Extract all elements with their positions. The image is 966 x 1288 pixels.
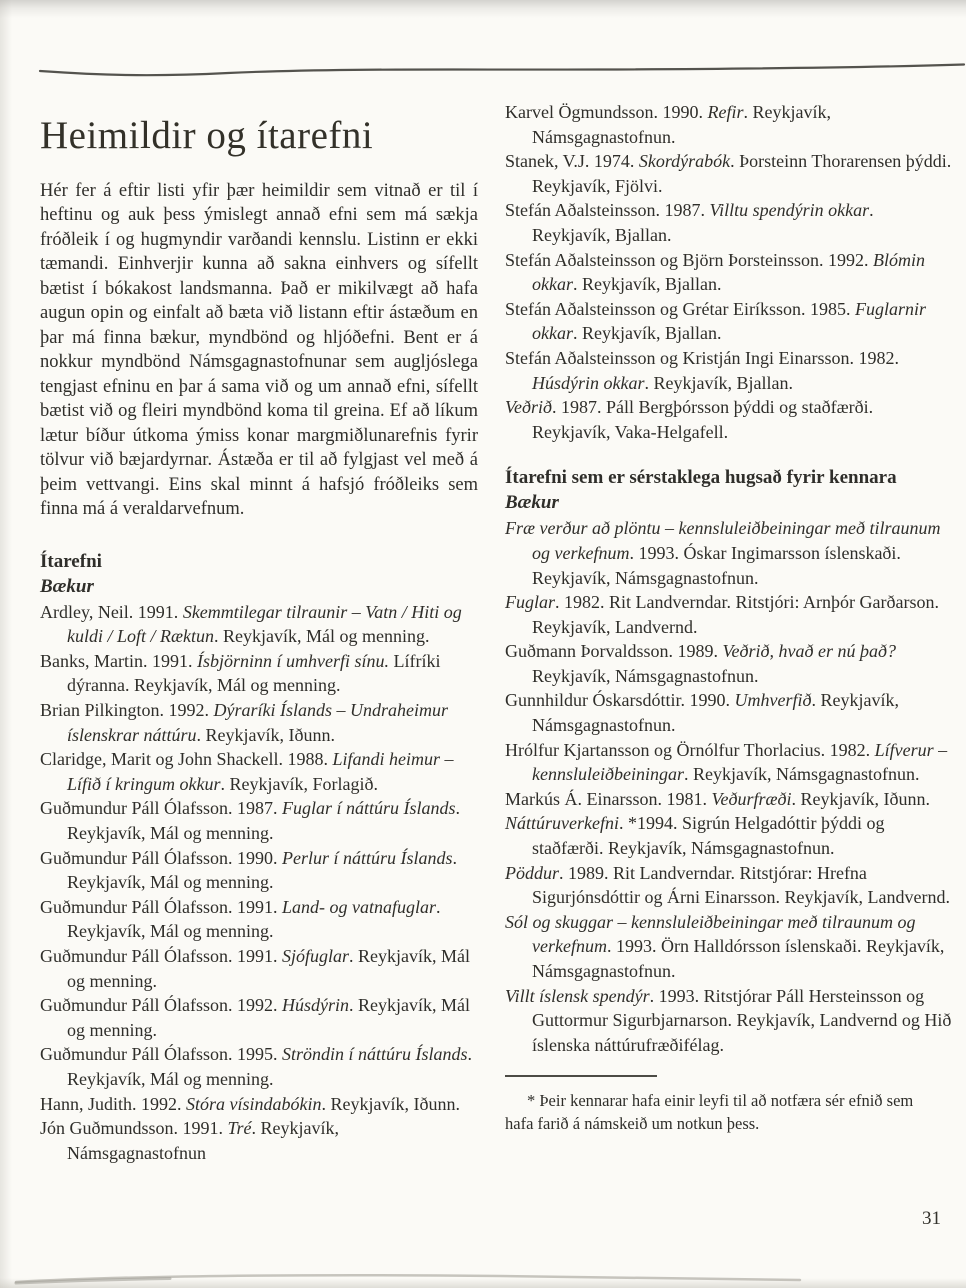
section-heading-itarefni: Ítarefni (40, 550, 102, 572)
bibliography-entry: Sól og skuggar – kennsluleiðbeiningar með tilraunum og verkefnum. 1993. Örn Halldórsson íslenskaði. Reykjavík, Námsgagnastofnun. (505, 911, 945, 981)
bibliography-entry: Claridge, Marit og John Shackell. 1988. Lifandi heimur – Lífið í kringum okkur. Reykjavík, Forlagið. (40, 749, 454, 794)
bibliography-entry: Karvel Ögmundsson. 1990. Refir. Reykjavík, Námsgagnastofnun. (505, 102, 831, 147)
bibliography-entry: Jón Guðmundsson. 1991. Tré. Reykjavík, Námsgagnastofnun (40, 1118, 340, 1163)
footnote-text (505, 1089, 929, 1135)
section-heading-kennara: Ítarefni sem er sérstaklega hugsað fyrir kennara (505, 467, 897, 489)
right-column (505, 100, 952, 1135)
bibliography-list-right-top (505, 100, 952, 444)
bibliography-list-teachers (505, 516, 952, 1057)
page-number: 31 (922, 1208, 941, 1229)
bibliography-entry: Stefán Aðalsteinsson og Kristján Ingi Einarsson. 1982. Húsdýrin okkar. Reykjavík, Bjallan. (505, 347, 899, 393)
bibliography-list-left (40, 600, 478, 1166)
bibliography-entry: Stefán Aðalsteinsson og Björn Þorsteinsson. 1992. Blómin okkar. Reykjavík, Bjallan. (505, 249, 925, 295)
bibliography-entry: Guðmundur Páll Ólafsson. 1990. Perlur í náttúru Íslands. Reykjavík, Mál og menning. (40, 847, 458, 893)
bibliography-entry: Hann, Judith. 1992. Stóra vísindabókin. Reykjavík, Iðunn. (40, 1093, 460, 1114)
footnote-body: Þeir kennarar hafa einir leyfi til að notfæra sér efnið sem hafa farið á námskeið um notkun þess. (505, 1091, 914, 1134)
bibliography-entry: Guðmundur Páll Ólafsson. 1987. Fuglar í náttúru Íslands. Reykjavík, Mál og menning. (40, 798, 461, 844)
bibliography-entry: Náttúruverkefni. *1994. Sigrún Helgadóttir þýddi og staðfærði. Reykjavík, Námsgagnastofnun. (505, 813, 885, 859)
bibliography-entry: Stefán Aðalsteinsson og Grétar Eiríksson. 1985. Fuglarnir okkar. Reykjavík, Bjallan. (505, 298, 926, 344)
footnote-marker: * (527, 1091, 536, 1111)
bibliography-entry: Stanek, V.J. 1974. Skordýrabók. Þorsteinn Thorarensen þýddi. Reykjavík, Fjölvi. (505, 151, 952, 196)
bibliography-entry: Guðmundur Páll Ólafsson. 1992. Húsdýrin. Reykjavík, Mál og menning. (40, 995, 470, 1040)
bibliography-entry: Gunnhildur Óskarsdóttir. 1990. Umhverfið. Reykjavík, Námsgagnastofnun. (505, 690, 899, 736)
top-rule (38, 58, 966, 80)
bibliography-entry: Ardley, Neil. 1991. Skemmtilegar tilraunir – Vatn / Hiti og kuldi / Loft / Ræktun. Reykjavík, Mál og menning. (40, 601, 462, 647)
bibliography-entry: Guðmundur Páll Ólafsson. 1995. Ströndin í náttúru Íslands. Reykjavík, Mál og menning. (40, 1044, 473, 1089)
subsection-heading-baekur-2: Bækur (505, 492, 559, 514)
page-title: Heimildir og ítarefni (40, 114, 374, 157)
scan-edge-top (0, 0, 966, 18)
bibliography-entry: Pöddur. 1989. Rit Landverndar. Ritstjórar: Hrefna Sigurjónsdóttir og Árni Einarsson. Reykjavík, Landvernd. (505, 862, 950, 908)
bibliography-entry: Markús Á. Einarsson. 1981. Veðurfræði. Reykjavík, Iðunn. (505, 788, 930, 809)
bibliography-entry: Fuglar. 1982. Rit Landverndar. Ritstjóri: Arnþór Garðarson. Reykjavík, Landvernd. (505, 592, 939, 637)
bibliography-entry: Guðmundur Páll Ólafsson. 1991. Sjófuglar. Reykjavík, Mál og menning. (40, 945, 470, 991)
intro-paragraph: Hér fer á eftir listi yfir þær heimildir sem vitnað er til í heftinu og auk þess ýmislegt annað efni sem má sækja fróðleik í og hugmyndir varðandi kennslu. Listinn er ekki tæmandi. Einhverjir kunna að sakna einhvers og sífellt bætist í bókakost landsmanna. Það er mikilvægt að hafa augun opin og einfalt að bæta við listann eftir ástæðum en þar má finna bækur, myndbönd og hljóðefni. Bent er á nokkur myndbönd Námsgagnastofnunar sem augljóslega tengjast efninu en þar á sama við og um annað efni, sífellt bætist við og fleiri myndbönd koma til greina. Ef að líkum lætur bíður útkoma ýmiss konar margmiðlunarefnis fyrir tölvur við bæjardyrnar. Ástæða er til að fylgjast vel með á þeim vettvangi. Eins skal minnt á hafsjó fróðleiks sem finna má á veraldarvefnum. (40, 180, 478, 520)
bibliography-entry: Hrólfur Kjartansson og Örnólfur Thorlacius. 1982. Lífverur – kennsluleiðbeiningar. Reykjavík, Námsgagnastofnun. (505, 739, 948, 785)
bibliography-entry: Fræ verður að plöntu – kennsluleiðbeiningar með tilraunum og verkefnum. 1993. Óskar Ingimarsson íslenskaði. Reykjavík, Námsgagnastofnun. (505, 518, 941, 588)
bibliography-entry: Guðmundur Páll Ólafsson. 1991. Land- og vatnafuglar. Reykjavík, Mál og menning. (40, 896, 441, 942)
bibliography-entry: Veðrið. 1987. Páll Bergþórsson þýddi og staðfærði. Reykjavík, Vaka-Helgafell. (505, 397, 874, 442)
bibliography-entry: Stefán Aðalsteinsson. 1987. Villtu spendýrin okkar. Reykjavík, Bjallan. (505, 200, 874, 245)
bibliography-entry: Banks, Martin. 1991. Ísbjörninn í umhverfi sínu. Lífríki dýranna. Reykjavík, Mál og menning. (40, 650, 441, 696)
scan-bottom-curve (0, 1264, 966, 1288)
scan-edge-left (0, 0, 12, 1288)
bibliography-entry: Brian Pilkington. 1992. Dýraríki Íslands – Undraheimur íslenskrar náttúru. Reykjavík, Iðunn. (40, 700, 449, 745)
footnote-rule (505, 1075, 657, 1077)
bibliography-entry: Guðmann Þorvaldsson. 1989. Veðrið, hvað er nú það? Reykjavík, Námsgagnastofnun. (505, 641, 896, 686)
bibliography-entry: Villt íslensk spendýr. 1993. Ritstjórar Páll Hersteinsson og Guttormur Sigurbjarnarson. Reykjavík, Landvernd og Hið íslenska náttúrufræðifélag. (505, 985, 952, 1055)
subsection-heading-baekur: Bækur (40, 575, 94, 597)
left-column (40, 98, 478, 1165)
footnote (505, 1075, 952, 1135)
